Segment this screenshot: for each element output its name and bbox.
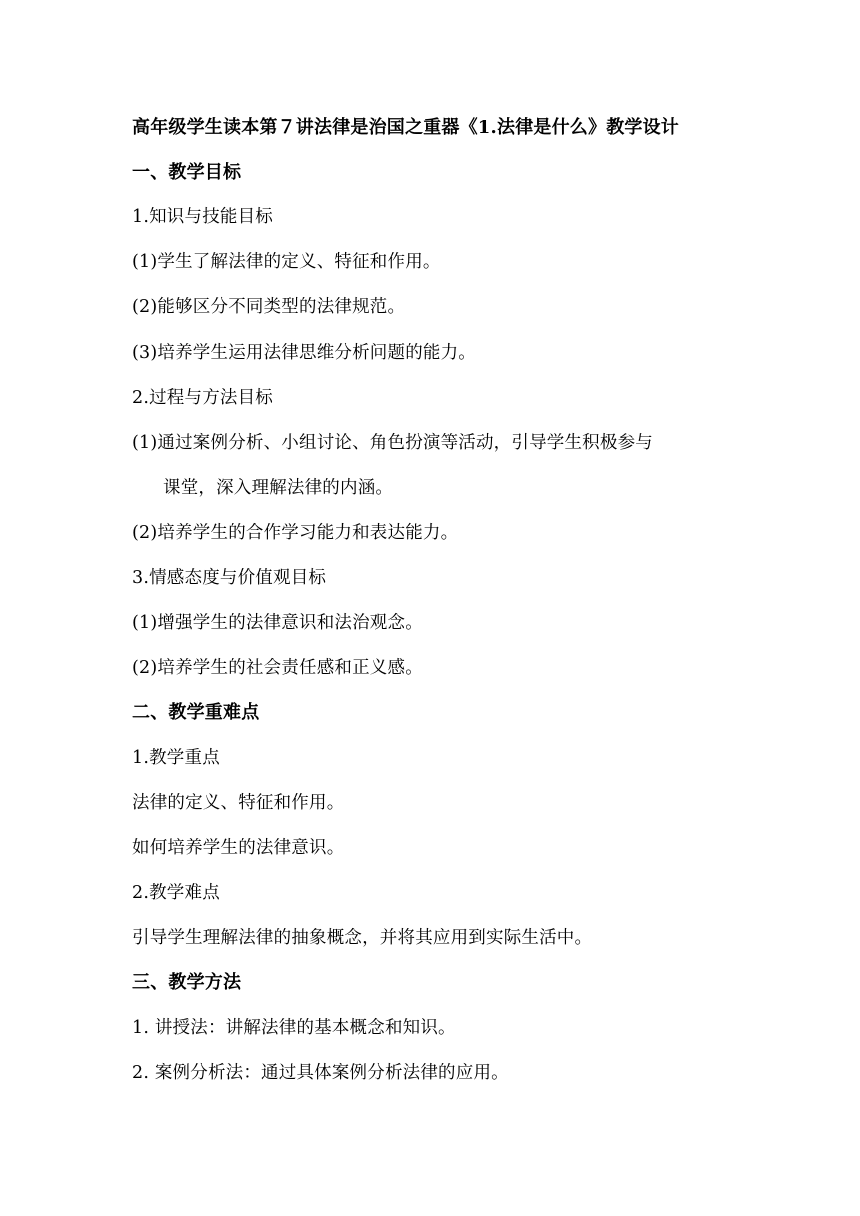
list-item: (2)培养学生的合作学习能力和表达能力。 [132, 523, 459, 543]
list-item: (2)能够区分不同类型的法律规范。 [132, 297, 406, 317]
list-item: (1)学生了解法律的定义、特征和作用。 [132, 252, 441, 272]
section-heading-key-difficult: 二、教学重难点 [132, 702, 260, 723]
list-item: (1)通过案例分析、小组讨论、角色扮演等活动，引导学生积极参与 [132, 433, 653, 453]
list-item: 法律的定义、特征和作用。 [132, 793, 345, 813]
subheading-knowledge-skills: 1.知识与技能目标 [132, 207, 273, 227]
list-item: 1. 讲授法：讲解法律的基本概念和知识。 [132, 1018, 456, 1038]
list-item: (1)增强学生的法律意识和法治观念。 [132, 613, 423, 633]
list-item: 引导学生理解法律的抽象概念，并将其应用到实际生活中。 [132, 928, 593, 948]
section-heading-objectives: 一、教学目标 [132, 162, 242, 183]
subheading-difficult-points: 2.教学难点 [132, 883, 220, 903]
section-heading-methods: 三、教学方法 [132, 972, 242, 993]
document-title: 高年级学生读本第７讲法律是治国之重器《1.法律是什么》教学设计 [132, 117, 679, 138]
list-item: (2)培养学生的社会责任感和正义感。 [132, 658, 423, 678]
subheading-key-points: 1.教学重点 [132, 748, 220, 768]
subheading-process-method: 2.过程与方法目标 [132, 388, 273, 408]
list-item-continuation: 课堂，深入理解法律的内涵。 [163, 478, 394, 498]
list-item: 如何培养学生的法律意识。 [132, 838, 345, 858]
list-item: (3)培养学生运用法律思维分析问题的能力。 [132, 343, 476, 363]
list-item: 2. 案例分析法：通过具体案例分析法律的应用。 [132, 1063, 509, 1083]
subheading-attitude-values: 3.情感态度与价值观目标 [132, 568, 327, 588]
